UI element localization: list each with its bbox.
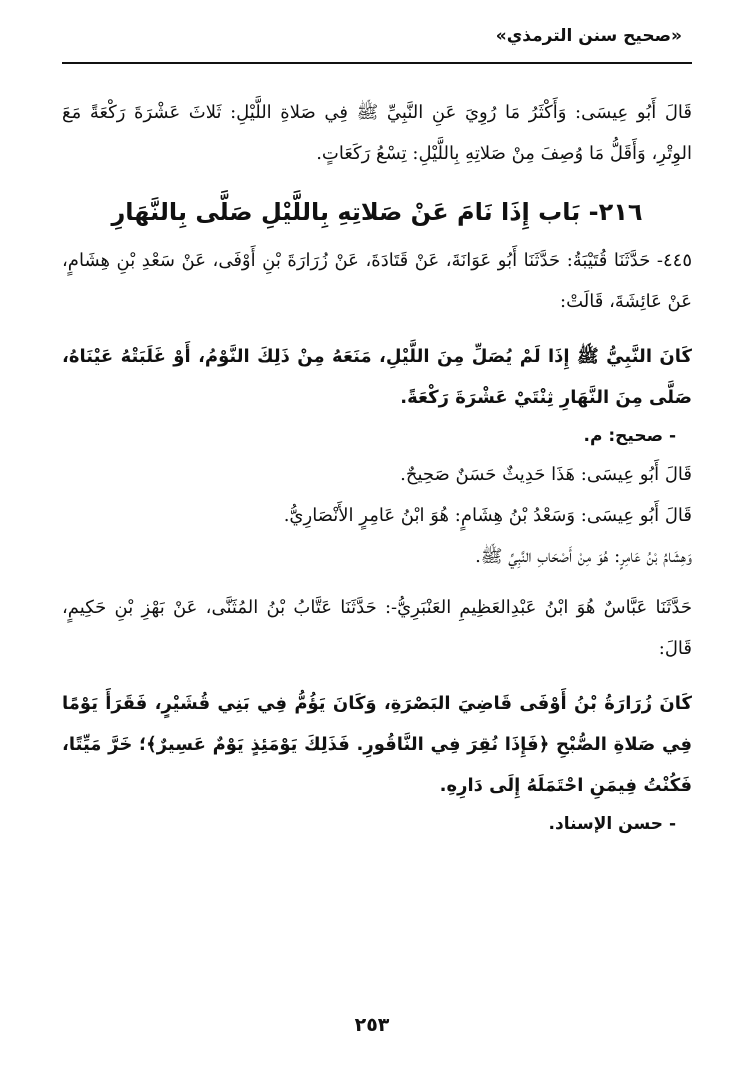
grading-hasan-isnad: - حسن الإسناد.	[548, 814, 676, 834]
chapter-title: ٢١٦- بَاب إِذَا نَامَ عَنْ صَلاتِهِ بِاللَّيْلِ صَلَّى بِالنَّهَارِ	[111, 198, 643, 226]
hisham-ibn-amir: وَهِشَامُ بْنُ عَامِرٍ: هُوَ مِنْ أَصْحَابِ النَّبِيِّ ﷺ.	[475, 546, 692, 567]
paragraph-abu-isa-witr: قَالَ أَبُو عِيسَى: وَأَكْثَرُ مَا رُوِيَ عَنِ النَّبِيِّ ﷺ فِي صَلاةِ اللَّيْلِ: ثَلاثَ عَشْرَةَ رَكْعَةً مَعَ الوِتْرِ، وَأَقَلُّ مَا وُصِفَ مِنْ صَلاتِهِ بِاللَّيْلِ: تِسْعُ رَكَعَاتٍ.	[62, 102, 692, 164]
header-rule	[62, 62, 692, 64]
abu-isa-saad-ibn-hisham: قَالَ أَبُو عِيسَى: وَسَعْدُ بْنُ هِشَامٍ: هُوَ ابْنُ عَامِرٍ الأَنْصَارِيُّ.	[283, 505, 692, 526]
hadith-445-matn: كَانَ النَّبِيُّ ﷺ إِذَا لَمْ يُصَلِّ مِنَ اللَّيْلِ، مَنَعَهُ مِنْ ذَلِكَ النَّوْمُ، أَوْ غَلَبَتْهُ عَيْنَاهُ، صَلَّى مِنَ النَّهَارِ ثِنْتَيْ عَشْرَةَ رَكْعَةً.	[62, 346, 692, 408]
page-number: ٢٥٣	[354, 1014, 390, 1036]
abu-isa-hasan-sahih: قَالَ أَبُو عِيسَى: هَذَا حَدِيثٌ حَسَنٌ صَحِيحٌ.	[400, 464, 692, 485]
hadith-445-isnad: ٤٤٥- حَدَّثَنَا قُتَيْبَةُ: حَدَّثَنَا أَبُو عَوَانَةَ، عَنْ قَتَادَةَ، عَنْ زُرَارَةَ بْنِ أَوْفَى، عَنْ سَعْدِ بْنِ هِشَامٍ، عَنْ عَائِشَةَ، قَالَتْ:	[62, 250, 692, 312]
grading-sahih: - صحيح: م.	[583, 426, 676, 446]
page-body	[62, 92, 692, 842]
second-isnad: حَدَّثَنَا عَبَّاسٌ هُوَ ابْنُ عَبْدِالعَظِيمِ العَنْبَرِيُّ-: حَدَّثَنَا عَتَّابُ بْنُ المُثَنَّى، عَنْ بَهْزِ بْنِ حَكِيمٍ، قَالَ:	[62, 597, 692, 659]
running-header: «صحيح سنن الترمذي»	[495, 26, 682, 46]
zurara-narration: كَانَ زُرَارَةُ بْنُ أَوْفَى قَاضِيَ البَصْرَةِ، وَكَانَ يَؤُمُّ فِي بَنِي قُشَيْرٍ، فَقَرَأَ يَوْمًا فِي صَلاةِ الصُّبْحِ ﴿فَإِذَا نُقِرَ فِي النَّاقُورِ. فَذَلِكَ يَوْمَئِذٍ يَوْمٌ عَسِيرٌ﴾؛ خَرَّ مَيِّتًا، فَكُنْتُ فِيمَنِ احْتَمَلَهُ إِلَى دَارِهِ.	[62, 693, 692, 796]
